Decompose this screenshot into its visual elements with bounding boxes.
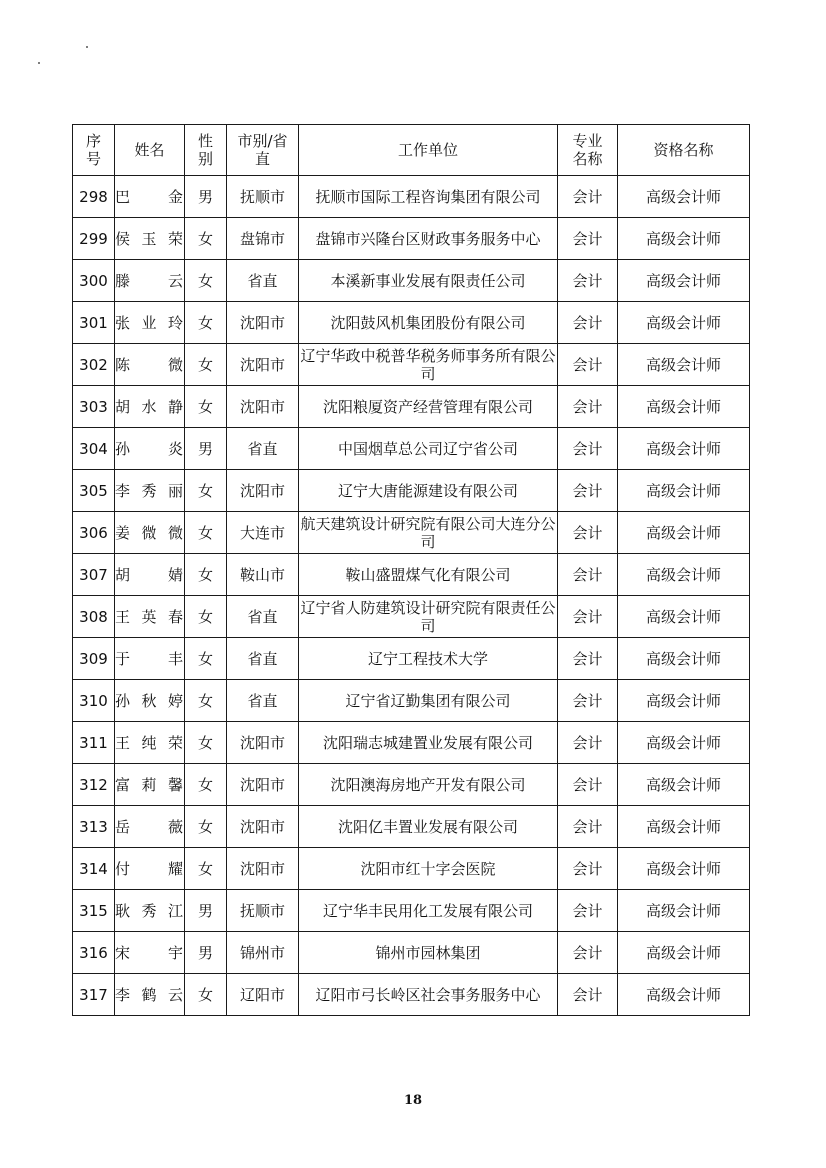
cell-qualification: 高级会计师 xyxy=(618,764,750,806)
cell-specialty: 会计 xyxy=(558,386,618,428)
header-city: 市别/省直 xyxy=(227,125,299,176)
cell-city: 沈阳市 xyxy=(227,764,299,806)
table-header-row xyxy=(73,125,750,176)
cell-specialty: 会计 xyxy=(558,974,618,1016)
table-row xyxy=(73,638,750,680)
cell-unit: 辽宁省辽勤集团有限公司 xyxy=(299,680,558,722)
cell-city: 大连市 xyxy=(227,512,299,554)
cell-name: 李鹤云 xyxy=(115,974,185,1016)
cell-qualification: 高级会计师 xyxy=(618,344,750,386)
table-row xyxy=(73,764,750,806)
cell-name: 胡婧 xyxy=(115,554,185,596)
cell-no: 316 xyxy=(73,932,115,974)
table-row xyxy=(73,596,750,638)
page-number: 18 xyxy=(403,1093,423,1108)
cell-name: 耿秀江 xyxy=(115,890,185,932)
cell-specialty: 会计 xyxy=(558,554,618,596)
cell-unit: 本溪新事业发展有限责任公司 xyxy=(299,260,558,302)
cell-specialty: 会计 xyxy=(558,722,618,764)
cell-sex: 男 xyxy=(185,428,227,470)
cell-name: 胡水静 xyxy=(115,386,185,428)
cell-specialty: 会计 xyxy=(558,806,618,848)
cell-name: 滕云 xyxy=(115,260,185,302)
cell-no: 311 xyxy=(73,722,115,764)
table-row xyxy=(73,932,750,974)
cell-qualification: 高级会计师 xyxy=(618,428,750,470)
cell-qualification: 高级会计师 xyxy=(618,386,750,428)
cell-specialty: 会计 xyxy=(558,260,618,302)
cell-qualification: 高级会计师 xyxy=(618,722,750,764)
scan-speck xyxy=(86,46,88,48)
cell-qualification: 高级会计师 xyxy=(618,512,750,554)
cell-qualification: 高级会计师 xyxy=(618,680,750,722)
cell-qualification: 高级会计师 xyxy=(618,596,750,638)
cell-name: 于丰 xyxy=(115,638,185,680)
cell-sex: 女 xyxy=(185,596,227,638)
cell-no: 313 xyxy=(73,806,115,848)
table-body xyxy=(73,176,750,1016)
cell-no: 302 xyxy=(73,344,115,386)
cell-qualification: 高级会计师 xyxy=(618,638,750,680)
header-sex: 性别 xyxy=(185,125,227,176)
cell-qualification: 高级会计师 xyxy=(618,260,750,302)
cell-sex: 男 xyxy=(185,176,227,218)
table-row xyxy=(73,260,750,302)
cell-sex: 女 xyxy=(185,344,227,386)
cell-city: 省直 xyxy=(227,680,299,722)
header-name: 姓名 xyxy=(115,125,185,176)
cell-name: 陈微 xyxy=(115,344,185,386)
cell-no: 312 xyxy=(73,764,115,806)
table-row xyxy=(73,302,750,344)
cell-sex: 男 xyxy=(185,932,227,974)
table-row xyxy=(73,344,750,386)
cell-specialty: 会计 xyxy=(558,596,618,638)
cell-city: 抚顺市 xyxy=(227,176,299,218)
cell-no: 298 xyxy=(73,176,115,218)
cell-sex: 女 xyxy=(185,806,227,848)
table-row xyxy=(73,848,750,890)
table-row xyxy=(73,512,750,554)
cell-city: 抚顺市 xyxy=(227,890,299,932)
cell-specialty: 会计 xyxy=(558,470,618,512)
cell-no: 305 xyxy=(73,470,115,512)
cell-name: 侯玉荣 xyxy=(115,218,185,260)
cell-unit: 辽宁华丰民用化工发展有限公司 xyxy=(299,890,558,932)
cell-specialty: 会计 xyxy=(558,344,618,386)
cell-city: 沈阳市 xyxy=(227,386,299,428)
cell-no: 304 xyxy=(73,428,115,470)
cell-sex: 女 xyxy=(185,638,227,680)
cell-city: 沈阳市 xyxy=(227,302,299,344)
cell-unit: 辽宁大唐能源建设有限公司 xyxy=(299,470,558,512)
cell-specialty: 会计 xyxy=(558,680,618,722)
cell-name: 宋宇 xyxy=(115,932,185,974)
cell-name: 孙秋婷 xyxy=(115,680,185,722)
table-row xyxy=(73,470,750,512)
cell-specialty: 会计 xyxy=(558,848,618,890)
cell-specialty: 会计 xyxy=(558,302,618,344)
table-row xyxy=(73,386,750,428)
cell-unit: 辽阳市弓长岭区社会事务服务中心 xyxy=(299,974,558,1016)
cell-sex: 女 xyxy=(185,722,227,764)
cell-qualification: 高级会计师 xyxy=(618,554,750,596)
scan-speck xyxy=(38,62,40,64)
table-row xyxy=(73,218,750,260)
cell-name: 巴金 xyxy=(115,176,185,218)
cell-name: 孙炎 xyxy=(115,428,185,470)
cell-no: 299 xyxy=(73,218,115,260)
cell-qualification: 高级会计师 xyxy=(618,848,750,890)
cell-city: 鞍山市 xyxy=(227,554,299,596)
cell-name: 付耀 xyxy=(115,848,185,890)
cell-unit: 盘锦市兴隆台区财政事务服务中心 xyxy=(299,218,558,260)
table-row xyxy=(73,806,750,848)
cell-sex: 女 xyxy=(185,218,227,260)
cell-city: 省直 xyxy=(227,638,299,680)
cell-city: 盘锦市 xyxy=(227,218,299,260)
cell-unit: 中国烟草总公司辽宁省公司 xyxy=(299,428,558,470)
cell-no: 307 xyxy=(73,554,115,596)
cell-unit: 辽宁省人防建筑设计研究院有限责任公司 xyxy=(299,596,558,638)
cell-unit: 沈阳澳海房地产开发有限公司 xyxy=(299,764,558,806)
qualification-table xyxy=(72,124,750,1016)
cell-specialty: 会计 xyxy=(558,428,618,470)
cell-qualification: 高级会计师 xyxy=(618,932,750,974)
cell-unit: 锦州市园林集团 xyxy=(299,932,558,974)
cell-unit: 抚顺市国际工程咨询集团有限公司 xyxy=(299,176,558,218)
cell-no: 308 xyxy=(73,596,115,638)
cell-specialty: 会计 xyxy=(558,176,618,218)
cell-city: 沈阳市 xyxy=(227,722,299,764)
cell-qualification: 高级会计师 xyxy=(618,890,750,932)
cell-name: 张业玲 xyxy=(115,302,185,344)
cell-specialty: 会计 xyxy=(558,638,618,680)
cell-name: 李秀丽 xyxy=(115,470,185,512)
cell-city: 辽阳市 xyxy=(227,974,299,1016)
cell-unit: 沈阳粮厦资产经营管理有限公司 xyxy=(299,386,558,428)
cell-qualification: 高级会计师 xyxy=(618,974,750,1016)
cell-sex: 女 xyxy=(185,680,227,722)
cell-qualification: 高级会计师 xyxy=(618,302,750,344)
cell-name: 岳薇 xyxy=(115,806,185,848)
table-row xyxy=(73,680,750,722)
cell-sex: 女 xyxy=(185,386,227,428)
cell-city: 锦州市 xyxy=(227,932,299,974)
cell-no: 317 xyxy=(73,974,115,1016)
cell-specialty: 会计 xyxy=(558,890,618,932)
header-specialty: 专业名称 xyxy=(558,125,618,176)
cell-name: 富莉馨 xyxy=(115,764,185,806)
header-unit: 工作单位 xyxy=(299,125,558,176)
cell-unit: 鞍山盛盟煤气化有限公司 xyxy=(299,554,558,596)
cell-no: 309 xyxy=(73,638,115,680)
cell-name: 姜微微 xyxy=(115,512,185,554)
cell-unit: 沈阳瑞志城建置业发展有限公司 xyxy=(299,722,558,764)
cell-unit: 辽宁华政中税普华税务师事务所有限公司 xyxy=(299,344,558,386)
cell-city: 沈阳市 xyxy=(227,848,299,890)
cell-qualification: 高级会计师 xyxy=(618,218,750,260)
cell-qualification: 高级会计师 xyxy=(618,176,750,218)
table-row xyxy=(73,428,750,470)
cell-no: 301 xyxy=(73,302,115,344)
cell-qualification: 高级会计师 xyxy=(618,470,750,512)
cell-no: 306 xyxy=(73,512,115,554)
cell-sex: 女 xyxy=(185,302,227,344)
cell-no: 300 xyxy=(73,260,115,302)
cell-city: 沈阳市 xyxy=(227,344,299,386)
table-row xyxy=(73,554,750,596)
cell-sex: 男 xyxy=(185,890,227,932)
cell-specialty: 会计 xyxy=(558,764,618,806)
header-no: 序号 xyxy=(73,125,115,176)
cell-city: 沈阳市 xyxy=(227,806,299,848)
cell-unit: 沈阳市红十字会医院 xyxy=(299,848,558,890)
header-qualification: 资格名称 xyxy=(618,125,750,176)
table-row xyxy=(73,176,750,218)
cell-sex: 女 xyxy=(185,512,227,554)
cell-city: 省直 xyxy=(227,260,299,302)
table-row xyxy=(73,974,750,1016)
cell-unit: 沈阳鼓风机集团股份有限公司 xyxy=(299,302,558,344)
cell-no: 310 xyxy=(73,680,115,722)
cell-unit: 航天建筑设计研究院有限公司大连分公司 xyxy=(299,512,558,554)
cell-city: 沈阳市 xyxy=(227,470,299,512)
cell-sex: 女 xyxy=(185,848,227,890)
cell-unit: 辽宁工程技术大学 xyxy=(299,638,558,680)
cell-name: 王英春 xyxy=(115,596,185,638)
cell-no: 303 xyxy=(73,386,115,428)
cell-city: 省直 xyxy=(227,596,299,638)
cell-name: 王纯荣 xyxy=(115,722,185,764)
cell-sex: 女 xyxy=(185,470,227,512)
cell-sex: 女 xyxy=(185,554,227,596)
cell-qualification: 高级会计师 xyxy=(618,806,750,848)
table-row xyxy=(73,722,750,764)
cell-specialty: 会计 xyxy=(558,218,618,260)
cell-no: 314 xyxy=(73,848,115,890)
cell-sex: 女 xyxy=(185,974,227,1016)
cell-no: 315 xyxy=(73,890,115,932)
cell-unit: 沈阳亿丰置业发展有限公司 xyxy=(299,806,558,848)
cell-specialty: 会计 xyxy=(558,512,618,554)
cell-city: 省直 xyxy=(227,428,299,470)
cell-specialty: 会计 xyxy=(558,932,618,974)
cell-sex: 女 xyxy=(185,260,227,302)
cell-sex: 女 xyxy=(185,764,227,806)
table-row xyxy=(73,890,750,932)
